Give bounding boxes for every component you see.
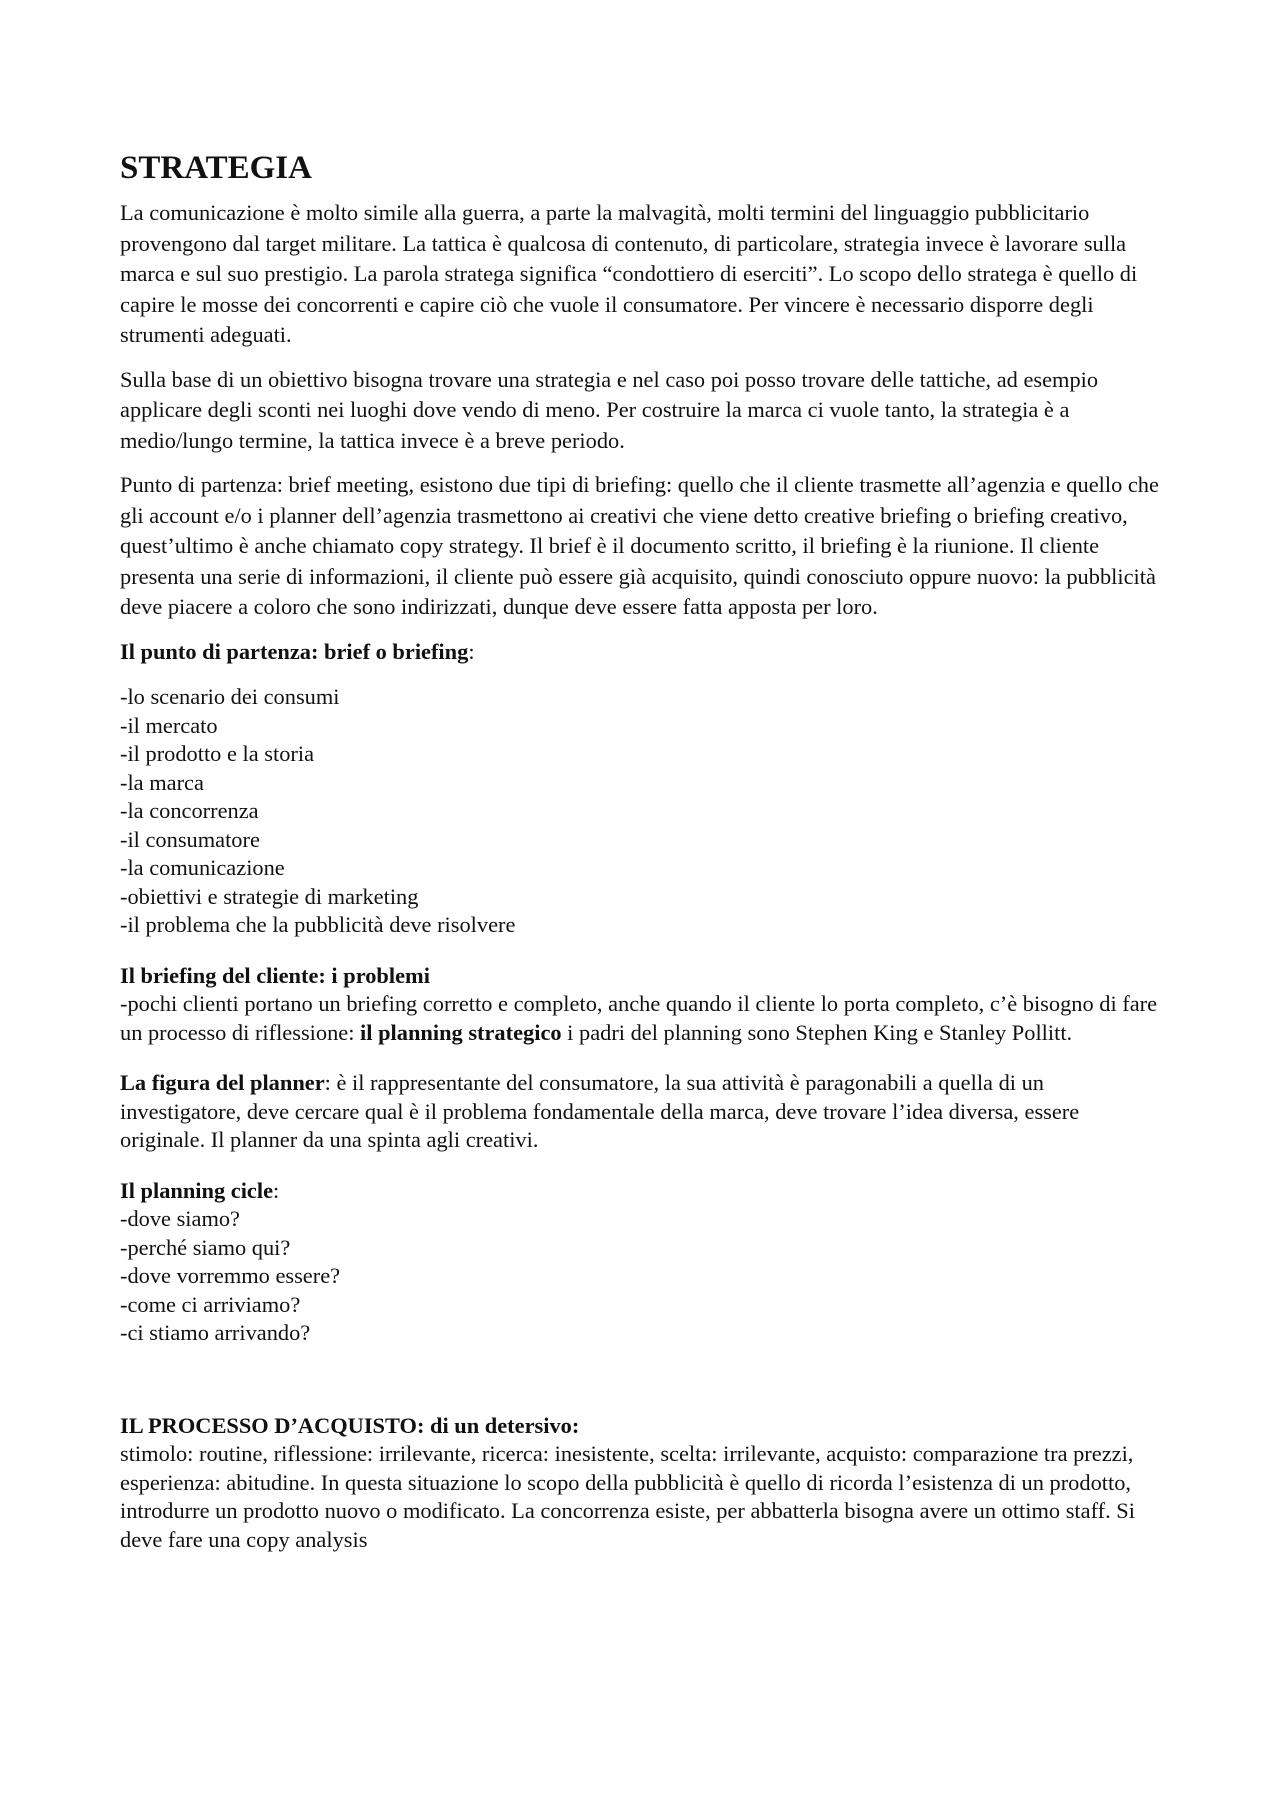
planning-cycle-list — [120, 1205, 1165, 1348]
list-item: -obiettivi e strategie di marketing — [120, 883, 419, 909]
planner-section — [120, 1069, 1165, 1155]
purchase-process-text: stimolo: routine, riflessione: irrilevante, ricerca: inesistente, scelta: irrilevante, acquisto: comparazione tra prezzi, esperienza: abitudine. In questa situazione lo scopo della pubblicità è quello di ricorda l’esistenza di un prodotto, introdurre un prodotto nuovo o modificato. La concorrenza esiste, per abbatterla bisogna avere un ottimo staff. Si deve fare una copy analysis — [120, 1441, 1135, 1552]
list-item: -il prodotto e la storia — [120, 741, 315, 766]
list-item: -dove vorremmo essere? — [120, 1263, 341, 1288]
client-briefing-text-after: i padri del planning sono Stephen King e Stanley Pollitt. — [561, 1019, 1073, 1045]
document-page — [120, 148, 1165, 1554]
client-briefing-section — [120, 962, 1165, 1048]
planner-heading: La figura del planner — [120, 1070, 325, 1095]
client-briefing-text-before: -pochi clienti portano un briefing corretto e completo, anche quando il cliente lo porta completo, c’è bisogno di fare un processo di riflessione: — [120, 991, 1158, 1045]
purchase-process-heading: IL PROCESSO D’ACQUISTO: di un detersivo: — [120, 1412, 580, 1438]
list-item: -la concorrenza — [120, 798, 259, 823]
planning-cycle-heading-bold: Il planning cicle — [120, 1177, 274, 1203]
brief-items-list — [120, 683, 1165, 940]
list-item: -come ci arriviamo? — [120, 1291, 301, 1317]
list-item: -perché siamo qui? — [120, 1234, 291, 1260]
planning-cycle-section — [120, 1177, 1165, 1348]
paragraph-briefing: Punto di partenza: brief meeting, esistono due tipi di briefing: quello che il cliente trasmette all’agenzia e quello che gli account e/o i planner dell’agenzia trasmettono ai creativi che viene detto creative briefing o briefing creativo, quest’ultimo è anche chiamato copy strategy. Il brief è il documento scritto, il briefing è la riunione. Il cliente presenta una serie di informazioni, il cliente può essere già acquisito, quindi conosciuto oppure nuovo: la pubblicità deve piacere a coloro che sono indirizzati, dunque deve essere fatta apposta per loro. — [120, 472, 1159, 619]
brief-heading-bold: Il punto di partenza: brief o briefing — [120, 638, 469, 664]
planning-cycle-heading-suffix: : — [273, 1177, 280, 1203]
planning-strategico-bold: il planning strategico — [360, 1019, 562, 1045]
brief-section-heading — [120, 637, 1165, 668]
planner-text: : è il rappresentante del consumatore, la sua attività è paragonabili a quella di un investigatore, deve cercare qual è il problema fondamentale della marca, deve trovare l’idea diversa, essere originale. Il planner da una spinta agli creativi. — [120, 1070, 1080, 1152]
list-item: -il consumatore — [120, 826, 260, 852]
list-item: -dove siamo? — [120, 1206, 240, 1231]
list-item: -la marca — [120, 769, 204, 795]
brief-heading-suffix: : — [468, 638, 475, 664]
planning-cycle-heading — [120, 1177, 1165, 1206]
list-item: -il mercato — [120, 712, 218, 738]
paragraph-intro: La comunicazione è molto simile alla guerra, a parte la malvagità, molti termini del linguaggio pubblicitario provengono dal target militare. La tattica è qualcosa di contenuto, di particolare, strategia invece è lavorare sulla marca e sul suo prestigio. La parola stratega significa “condottiero di eserciti”. Lo scopo dello stratega è quello di capire le mosse dei concorrenti e capire ciò che vuole il consumatore. Per vincere è necessario disporre degli strumenti adeguati. — [120, 200, 1138, 347]
purchase-process-section — [120, 1412, 1165, 1555]
list-item: -ci stiamo arrivando? — [120, 1320, 311, 1345]
client-briefing-heading: Il briefing del cliente: i problemi — [120, 962, 430, 988]
page-title: STRATEGIA — [120, 150, 312, 186]
paragraph-strategy: Sulla base di un obiettivo bisogna trovare una strategia e nel caso poi posso trovare delle tattiche, ad esempio applicare degli sconti nei luoghi dove vendo di meno. Per costruire la marca ci vuole tanto, la strategia è a medio/lungo termine, la tattica invece è a breve periodo. — [120, 366, 1099, 453]
client-briefing-text — [120, 990, 1165, 1047]
list-item: -lo scenario dei consumi — [120, 684, 340, 709]
list-item: -la comunicazione — [120, 855, 285, 880]
list-item: -il problema che la pubblicità deve risolvere — [120, 912, 516, 937]
